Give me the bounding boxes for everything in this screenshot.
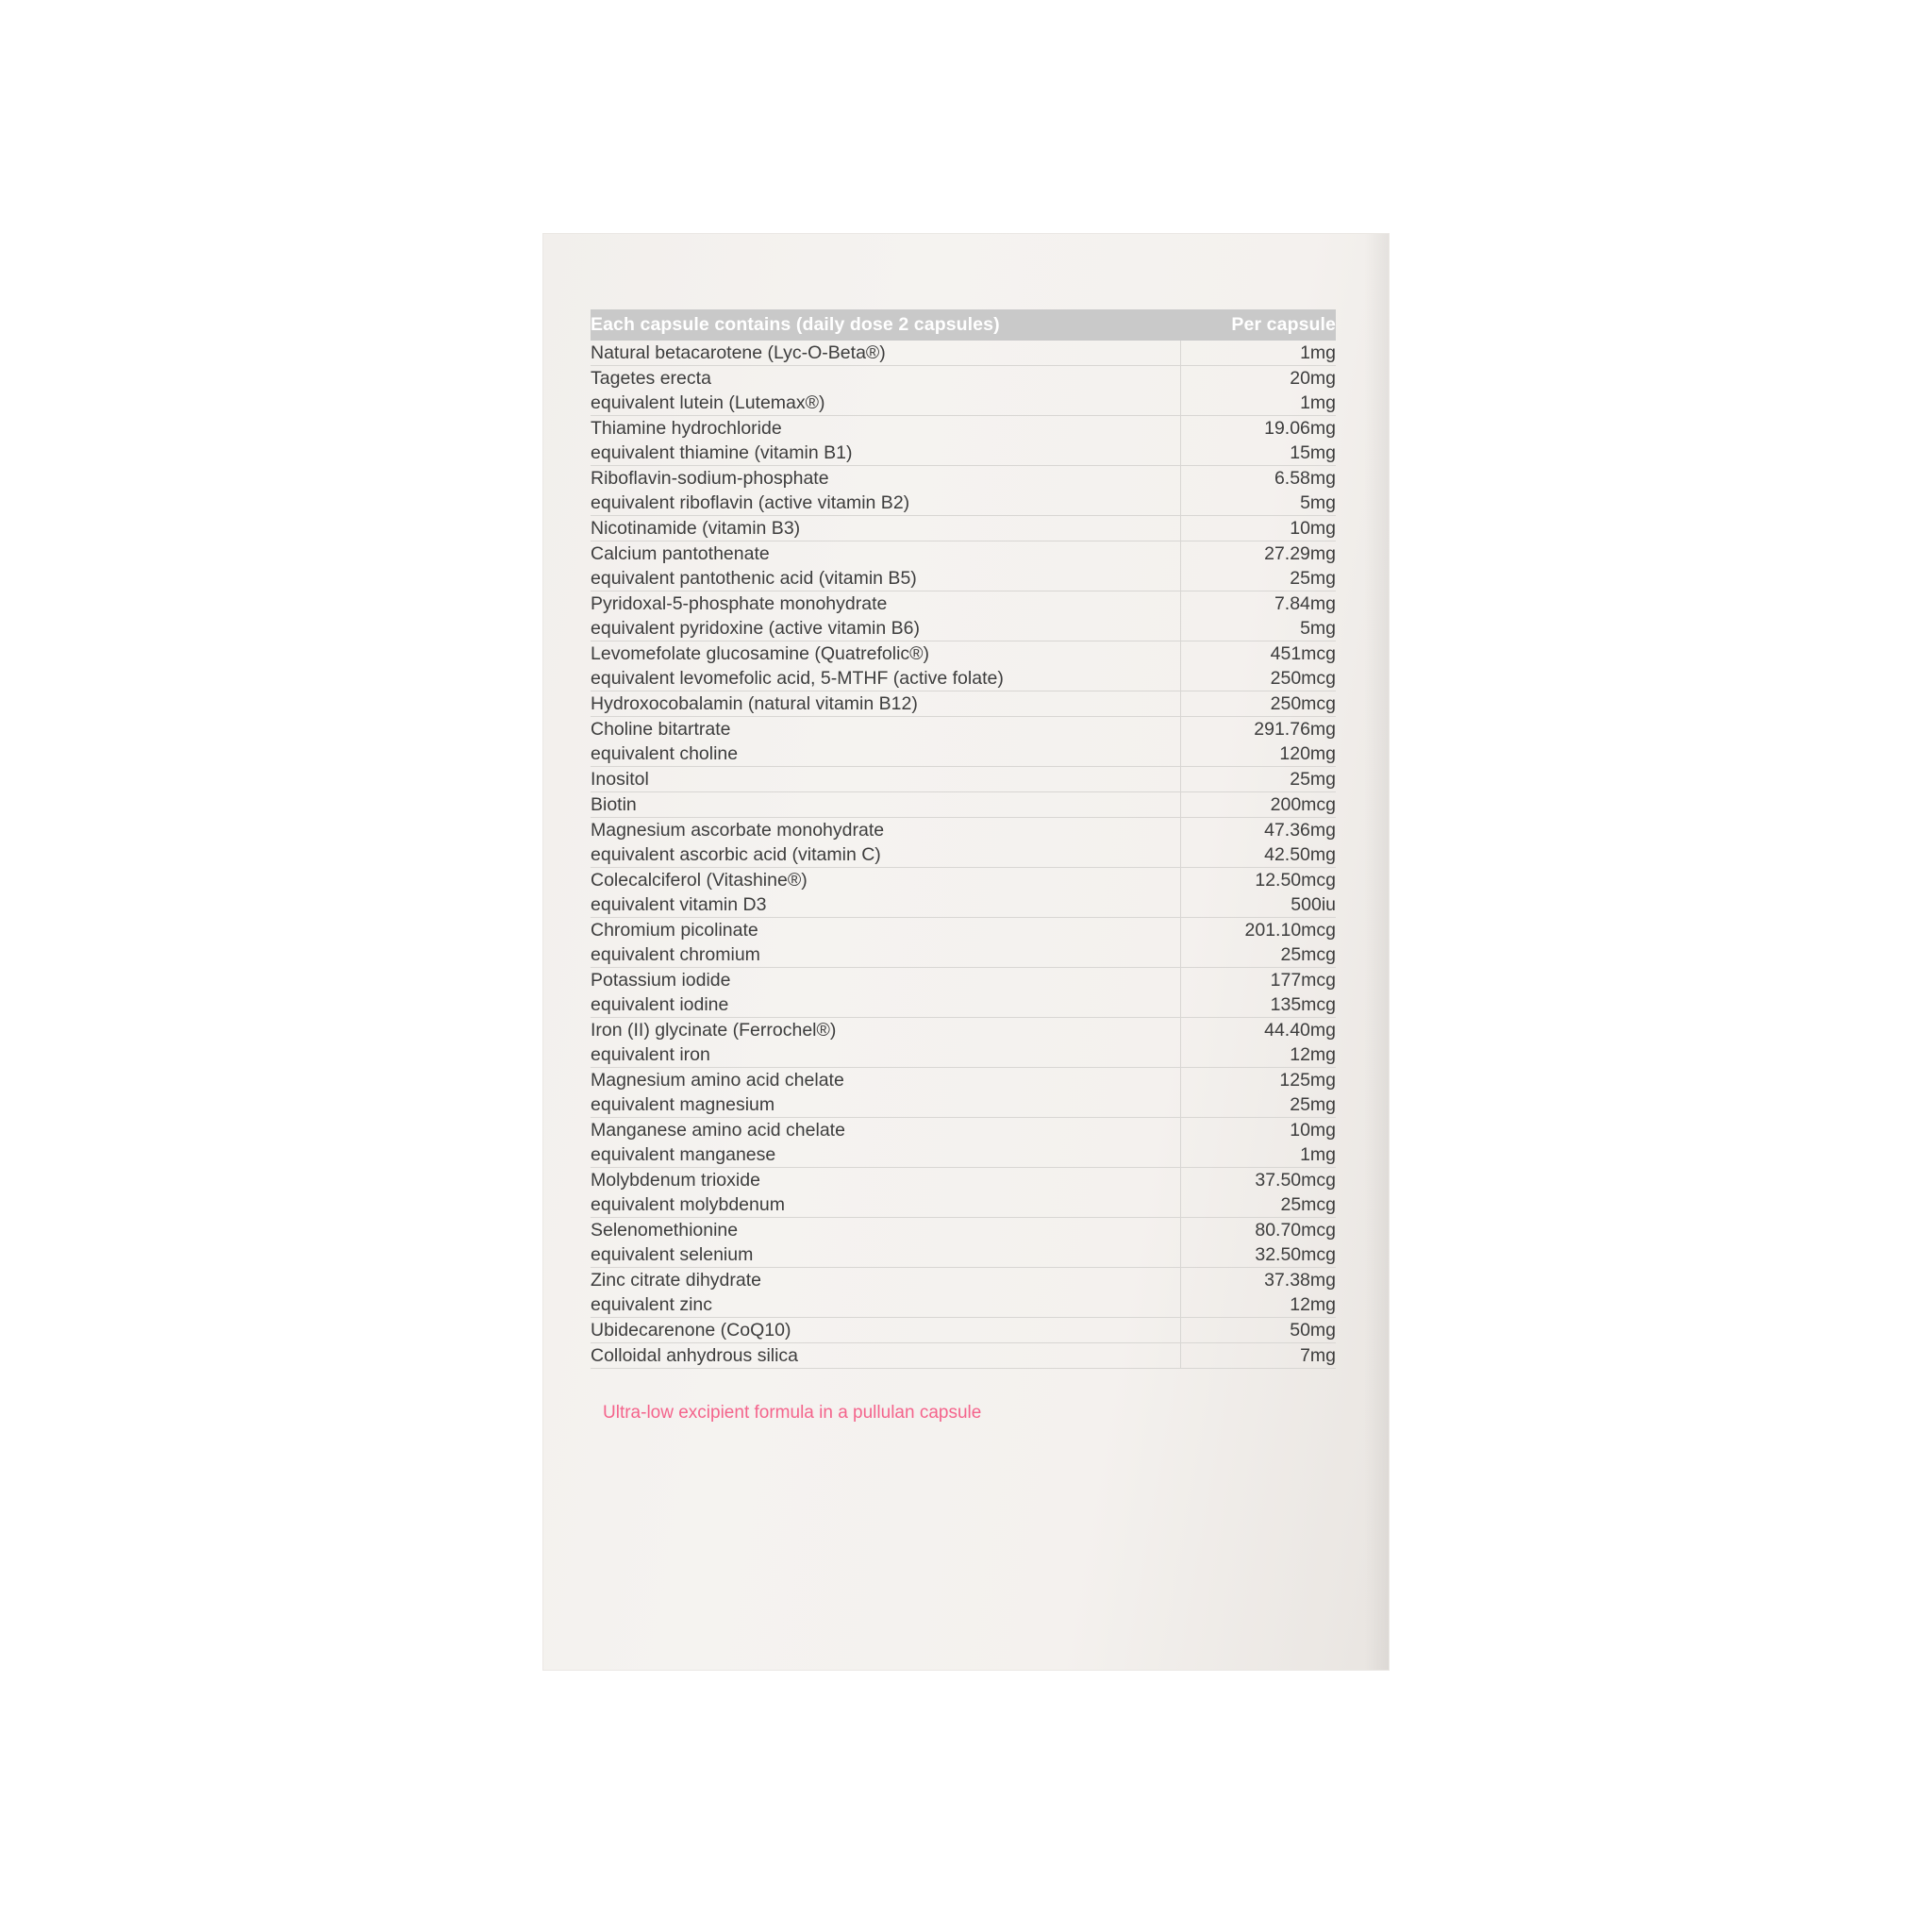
table-row [591, 416, 1336, 466]
ingredient-equivalent-amount: 32.50mcg [1255, 1244, 1336, 1265]
ingredient-name: Levomefolate glucosamine (Quatrefolic®) [591, 643, 930, 664]
ingredient-equivalent: equivalent magnesium [591, 1094, 775, 1115]
ingredient-name-cell [591, 767, 1180, 792]
ingredient-amount-cell [1180, 1068, 1336, 1118]
ingredient-amount: 291.76mg [1254, 719, 1336, 740]
ingredient-name: Calcium pantothenate [591, 543, 770, 564]
table-header [591, 309, 1336, 341]
ingredient-amount: 200mcg [1270, 794, 1336, 815]
ingredient-name: Natural betacarotene (Lyc-O-Beta®) [591, 342, 886, 363]
ingredient-name-cell [591, 818, 1180, 868]
ingredient-amount: 7mg [1300, 1345, 1336, 1366]
table-row [591, 1168, 1336, 1218]
ingredient-amount-cell [1180, 717, 1336, 767]
table-row [591, 541, 1336, 591]
ingredient-name-cell [591, 466, 1180, 516]
ingredient-name: Selenomethionine [591, 1220, 739, 1241]
ingredient-name-cell [591, 1268, 1180, 1318]
ingredient-equivalent-amount: 5mg [1300, 492, 1336, 513]
supplement-carton [543, 234, 1389, 1670]
ingredient-name-cell [591, 918, 1180, 968]
ingredient-name: Chromium picolinate [591, 920, 758, 941]
table-row [591, 918, 1336, 968]
ingredient-name: Molybdenum trioxide [591, 1170, 760, 1191]
ingredient-amount: 12.50mcg [1255, 870, 1336, 891]
ingredient-equivalent: equivalent choline [591, 743, 739, 764]
table-row [591, 1218, 1336, 1268]
ingredient-equivalent: equivalent lutein (Lutemax®) [591, 392, 825, 413]
ingredient-amount: 250mcg [1270, 693, 1336, 714]
ingredient-name: Inositol [591, 769, 649, 790]
ingredient-name: Ubidecarenone (CoQ10) [591, 1320, 791, 1341]
ingredient-amount: 50mg [1290, 1320, 1336, 1341]
ingredient-amount-cell [1180, 691, 1336, 717]
table-row [591, 691, 1336, 717]
column-header-ingredient: Each capsule contains (daily dose 2 capsules) [591, 309, 1180, 341]
ingredient-name: Tagetes erecta [591, 368, 711, 389]
ingredient-name-cell [591, 366, 1180, 416]
ingredient-equivalent-amount: 42.50mg [1264, 844, 1336, 865]
table-row [591, 516, 1336, 541]
ingredient-amount-cell [1180, 1168, 1336, 1218]
ingredient-amount-cell [1180, 1018, 1336, 1068]
ingredient-amount: 6.58mg [1274, 468, 1336, 489]
ingredient-table [591, 309, 1336, 1369]
ingredient-equivalent: equivalent thiamine (vitamin B1) [591, 442, 853, 463]
ingredient-equivalent-amount: 135mcg [1270, 994, 1336, 1015]
ingredient-amount-cell [1180, 591, 1336, 641]
ingredient-name-cell [591, 691, 1180, 717]
ingredient-name-cell [591, 591, 1180, 641]
table-row [591, 1118, 1336, 1168]
ingredient-amount: 25mg [1290, 769, 1336, 790]
ingredient-name-cell [591, 1218, 1180, 1268]
ingredient-amount-cell [1180, 918, 1336, 968]
ingredient-amount-cell [1180, 516, 1336, 541]
ingredient-equivalent-amount: 1mg [1300, 392, 1336, 413]
ingredient-amount-cell [1180, 818, 1336, 868]
ingredient-equivalent: equivalent pantothenic acid (vitamin B5) [591, 568, 917, 589]
ingredient-name-cell [591, 341, 1180, 366]
ingredient-amount: 80.70mcg [1255, 1220, 1336, 1241]
ingredient-name-cell [591, 717, 1180, 767]
ingredient-name-cell [591, 968, 1180, 1018]
ingredient-amount-cell [1180, 541, 1336, 591]
ingredient-name-cell [591, 1068, 1180, 1118]
ingredient-name: Pyridoxal-5-phosphate monohydrate [591, 593, 888, 614]
ingredient-name-cell [591, 1118, 1180, 1168]
table-row [591, 717, 1336, 767]
ingredient-equivalent: equivalent riboflavin (active vitamin B2) [591, 492, 910, 513]
ingredient-amount: 451mcg [1270, 643, 1336, 664]
ingredient-name: Potassium iodide [591, 970, 731, 991]
ingredient-equivalent: equivalent zinc [591, 1294, 712, 1315]
ingredient-equivalent-amount: 25mcg [1280, 944, 1336, 965]
table-row [591, 641, 1336, 691]
ingredient-equivalent: equivalent manganese [591, 1144, 776, 1165]
ingredient-name-cell [591, 641, 1180, 691]
ingredient-equivalent-amount: 15mg [1290, 442, 1336, 463]
table-row [591, 366, 1336, 416]
table-row [591, 1018, 1336, 1068]
ingredient-amount: 1mg [1300, 342, 1336, 363]
table-header-row [591, 309, 1336, 341]
ingredient-amount-cell [1180, 1118, 1336, 1168]
ingredient-amount: 10mg [1290, 1120, 1336, 1141]
ingredient-equivalent-amount: 12mg [1290, 1044, 1336, 1065]
ingredient-equivalent-amount: 120mg [1279, 743, 1336, 764]
ingredient-equivalent-amount: 5mg [1300, 618, 1336, 639]
ingredient-name-cell [591, 541, 1180, 591]
ingredient-name: Choline bitartrate [591, 719, 731, 740]
ingredient-equivalent: equivalent iron [591, 1044, 710, 1065]
ingredient-amount-cell [1180, 416, 1336, 466]
ingredient-amount: 125mg [1279, 1070, 1336, 1091]
ingredient-equivalent: equivalent pyridoxine (active vitamin B6) [591, 618, 921, 639]
ingredient-amount-cell [1180, 641, 1336, 691]
ingredient-equivalent: equivalent iodine [591, 994, 729, 1015]
ingredient-equivalent-amount: 25mg [1290, 1094, 1336, 1115]
ingredient-name-cell [591, 516, 1180, 541]
column-header-per-capsule: Per capsule [1180, 309, 1336, 341]
ingredient-amount-cell [1180, 1268, 1336, 1318]
ingredient-equivalent: equivalent molybdenum [591, 1194, 785, 1215]
ingredient-equivalent-amount: 1mg [1300, 1144, 1336, 1165]
ingredient-equivalent-amount: 250mcg [1270, 668, 1336, 689]
ingredient-amount: 37.38mg [1264, 1270, 1336, 1291]
ingredient-name-cell [591, 868, 1180, 918]
ingredient-amount-cell [1180, 1218, 1336, 1268]
table-row [591, 968, 1336, 1018]
ingredient-amount: 19.06mg [1264, 418, 1336, 439]
ingredient-name: Hydroxocobalamin (natural vitamin B12) [591, 693, 918, 714]
table-row [591, 341, 1336, 366]
table-row [591, 591, 1336, 641]
ingredient-amount-cell [1180, 366, 1336, 416]
table-row [591, 1068, 1336, 1118]
ingredient-equivalent-amount: 12mg [1290, 1294, 1336, 1315]
ingredient-name-cell [591, 1318, 1180, 1343]
ingredient-name: Nicotinamide (vitamin B3) [591, 518, 801, 539]
ingredient-amount: 201.10mcg [1244, 920, 1336, 941]
supplement-facts-panel [591, 309, 1336, 1425]
ingredient-name-cell [591, 1168, 1180, 1218]
ingredient-amount-cell [1180, 868, 1336, 918]
ingredient-name: Riboflavin-sodium-phosphate [591, 468, 829, 489]
table-row [591, 792, 1336, 818]
ingredient-amount-cell [1180, 1343, 1336, 1369]
ingredient-equivalent-amount: 25mcg [1280, 1194, 1336, 1215]
ingredient-equivalent: equivalent selenium [591, 1244, 754, 1265]
ingredient-amount-cell [1180, 341, 1336, 366]
ingredient-equivalent-amount: 25mg [1290, 568, 1336, 589]
ingredient-amount-cell [1180, 466, 1336, 516]
ingredient-amount: 20mg [1290, 368, 1336, 389]
ingredient-equivalent: equivalent vitamin D3 [591, 894, 767, 915]
ingredient-name: Iron (II) glycinate (Ferrochel®) [591, 1020, 837, 1041]
ingredient-name-cell [591, 1343, 1180, 1369]
table-row [591, 1318, 1336, 1343]
ingredient-amount-cell [1180, 767, 1336, 792]
ingredient-name: Thiamine hydrochloride [591, 418, 782, 439]
ingredient-equivalent: equivalent levomefolic acid, 5-MTHF (active folate) [591, 668, 1004, 689]
ingredient-name: Manganese amino acid chelate [591, 1120, 845, 1141]
ingredient-amount-cell [1180, 1318, 1336, 1343]
ingredient-amount: 44.40mg [1264, 1020, 1336, 1041]
ingredient-amount: 37.50mcg [1255, 1170, 1336, 1191]
ingredient-name: Colloidal anhydrous silica [591, 1345, 799, 1366]
ingredient-name: Magnesium amino acid chelate [591, 1070, 844, 1091]
ingredient-amount: 27.29mg [1264, 543, 1336, 564]
ingredient-amount-cell [1180, 968, 1336, 1018]
ingredient-name: Biotin [591, 794, 637, 815]
ingredient-name: Magnesium ascorbate monohydrate [591, 820, 885, 841]
ingredient-amount: 7.84mg [1274, 593, 1336, 614]
ingredient-name: Colecalciferol (Vitashine®) [591, 870, 808, 891]
ingredient-amount: 177mcg [1270, 970, 1336, 991]
ingredient-equivalent: equivalent chromium [591, 944, 760, 965]
ingredient-name: Zinc citrate dihydrate [591, 1270, 761, 1291]
table-body [591, 341, 1336, 1369]
table-row [591, 466, 1336, 516]
table-row [591, 767, 1336, 792]
table-row [591, 1268, 1336, 1318]
table-row [591, 868, 1336, 918]
ingredient-amount: 47.36mg [1264, 820, 1336, 841]
ingredient-name-cell [591, 792, 1180, 818]
ingredient-equivalent-amount: 500iu [1291, 894, 1336, 915]
ingredient-name-cell [591, 416, 1180, 466]
table-row [591, 818, 1336, 868]
ingredient-name-cell [591, 1018, 1180, 1068]
table-row [591, 1343, 1336, 1369]
ingredient-amount: 10mg [1290, 518, 1336, 539]
ingredient-equivalent: equivalent ascorbic acid (vitamin C) [591, 844, 881, 865]
formula-footnote: Ultra-low excipient formula in a pullulan capsule [603, 1403, 982, 1423]
ingredient-amount-cell [1180, 792, 1336, 818]
